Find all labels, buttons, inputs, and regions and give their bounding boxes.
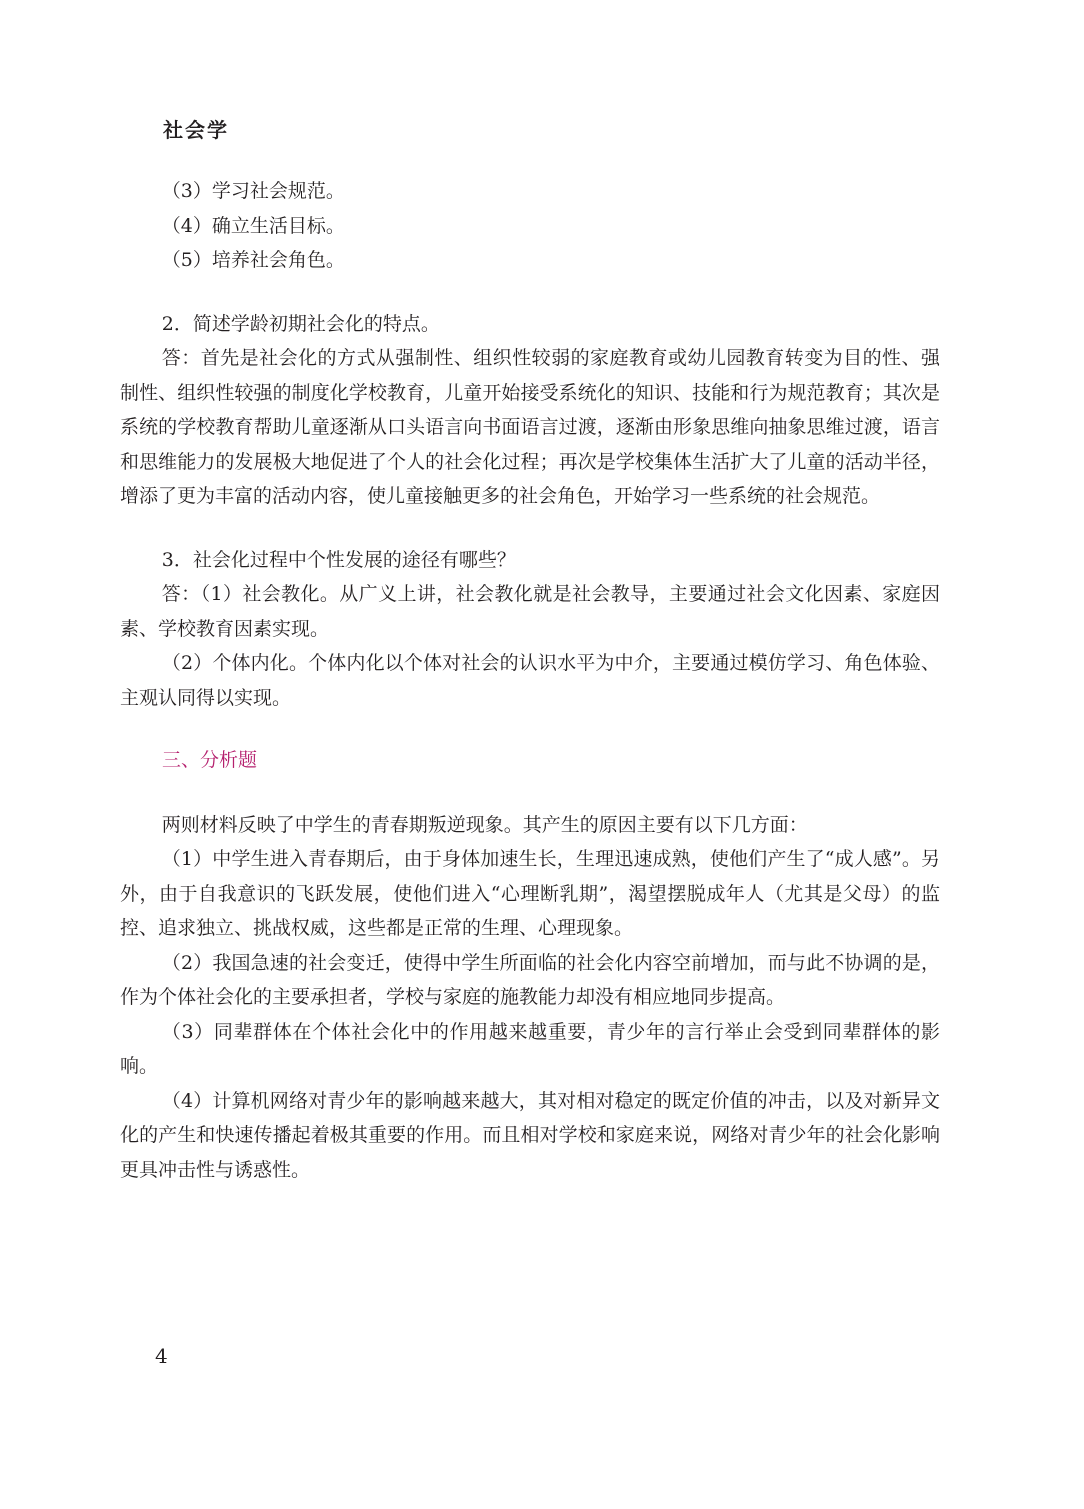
analysis-point: （3）同辈群体在个体社会化中的作用越来越重要，青少年的言行举止会受到同辈群体的影响。 — [120, 1020, 940, 1077]
question-2: 2．简述学龄初期社会化的特点。 — [161, 312, 440, 335]
page-number: 4 — [155, 1344, 168, 1368]
page-body — [120, 174, 940, 1187]
list-item: （5）培养社会角色。 — [161, 249, 345, 271]
answer-2: 答：首先是社会化的方式从强制性、组织性较弱的家庭教育或幼儿园教育转变为目的性、强制性、组织性较强的制度化学校教育，儿童开始接受系统化的知识、技能和行为规范教育；其次是系统的学校教育帮助儿童逐渐从口头语言向书面语言过渡，逐渐由形象思维向抽象思维过渡，语言和思维能力的发展极大地促进了个人的社会化过程；再次是学校集体生活扩大了儿童的活动半径，增添了更为丰富的活动内容，使儿童接触更多的社会角色，开始学习一些系统的社会规范。 — [120, 347, 940, 507]
running-header-title: 社会学 — [163, 118, 229, 142]
answer-3-part-2: （2）个体内化。个体内化以个体对社会的认识水平为中介，主要通过模仿学习、角色体验、主观认同得以实现。 — [120, 652, 940, 709]
analysis-point: （4）计算机网络对青少年的影响越来越大，其对相对稳定的既定价值的冲击，以及对新异文化的产生和快速传播起着极其重要的作用。而且相对学校和家庭来说，网络对青少年的社会化影响更具冲击性与诱惑性。 — [120, 1089, 940, 1181]
analysis-point: （1）中学生进入青春期后，由于身体加速生长，生理迅速成熟，使他们产生了“成人感”。另外，由于自我意识的飞跃发展，使他们进入“心理断乳期”，渴望摆脱成年人（尤其是父母）的监控、追求独立、挑战权威，这些都是正常的生理、心理现象。 — [120, 848, 940, 939]
question-3: 3．社会化过程中个性发展的途径有哪些？ — [161, 548, 516, 571]
answer-3-part-1: 答：（1）社会教化。从广义上讲，社会教化就是社会教导，主要通过社会文化因素、家庭因素、学校教育因素实现。 — [120, 583, 940, 640]
analysis-point: （2）我国急速的社会变迁，使得中学生所面临的社会化内容空前增加，而与此不协调的是，作为个体社会化的主要承担者，学校与家庭的施教能力却没有相应地同步提高。 — [120, 951, 940, 1008]
analysis-intro: 两则材料反映了中学生的青春期叛逆现象。其产生的原因主要有以下几方面： — [161, 813, 808, 836]
section-heading-analysis: 三、分析题 — [162, 749, 258, 771]
list-item: （3）学习社会规范。 — [161, 180, 345, 202]
list-item: （4）确立生活目标。 — [161, 214, 345, 237]
